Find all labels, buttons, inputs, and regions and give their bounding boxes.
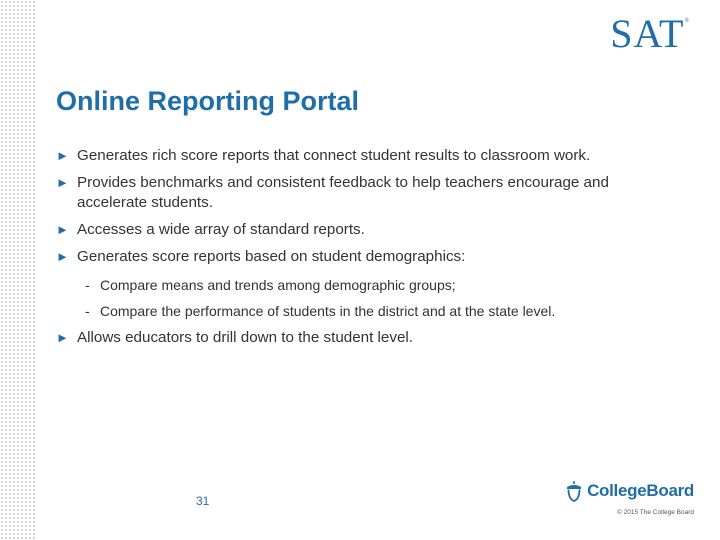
bullet-text: Generates rich score reports that connect student results to classroom work. [77,147,591,164]
bullet-item [56,146,656,166]
brand-name: CollegeBoard [587,481,694,500]
bullet-item [56,220,656,240]
bullet-item [56,247,656,320]
sub-bullet-text: Compare the performance of students in the district and at the state level. [100,303,556,319]
decorative-dot-strip [0,0,36,540]
bullet-text: Provides benchmarks and consistent feedback to help teachers encourage and accelerate students. [77,174,609,211]
sub-bullet-item [77,276,656,294]
acorn-icon [565,480,583,502]
bullet-arrow-icon: ► [56,330,69,345]
page-number: 31 [196,494,210,508]
copyright-text: © 2015 The College Board [617,509,694,516]
sub-bullet-text: Compare means and trends among demographic groups; [100,277,456,293]
bullet-text: Allows educators to drill down to the student level. [77,329,413,346]
bullet-item [56,173,656,213]
sub-bullet-list [77,276,656,320]
college-board-logo [565,480,694,502]
bullet-text: Accesses a wide array of standard reports. [77,221,365,238]
bullet-arrow-icon: ► [56,222,69,237]
slide-title: Online Reporting Portal [56,86,360,116]
bullet-text: Generates score reports based on student demographics: [77,248,466,265]
bullet-item [56,328,656,348]
bullet-arrow-icon: ► [56,148,69,163]
bullet-list [56,146,656,355]
bullet-arrow-icon: ► [56,175,69,190]
sat-logo [610,11,690,56]
dash-icon: - [85,303,90,319]
registered-mark: ® [684,18,690,24]
sat-logo-text: SAT [610,11,685,56]
bullet-arrow-icon: ► [56,249,69,264]
sub-bullet-item [77,302,656,320]
dash-icon: - [85,277,90,293]
